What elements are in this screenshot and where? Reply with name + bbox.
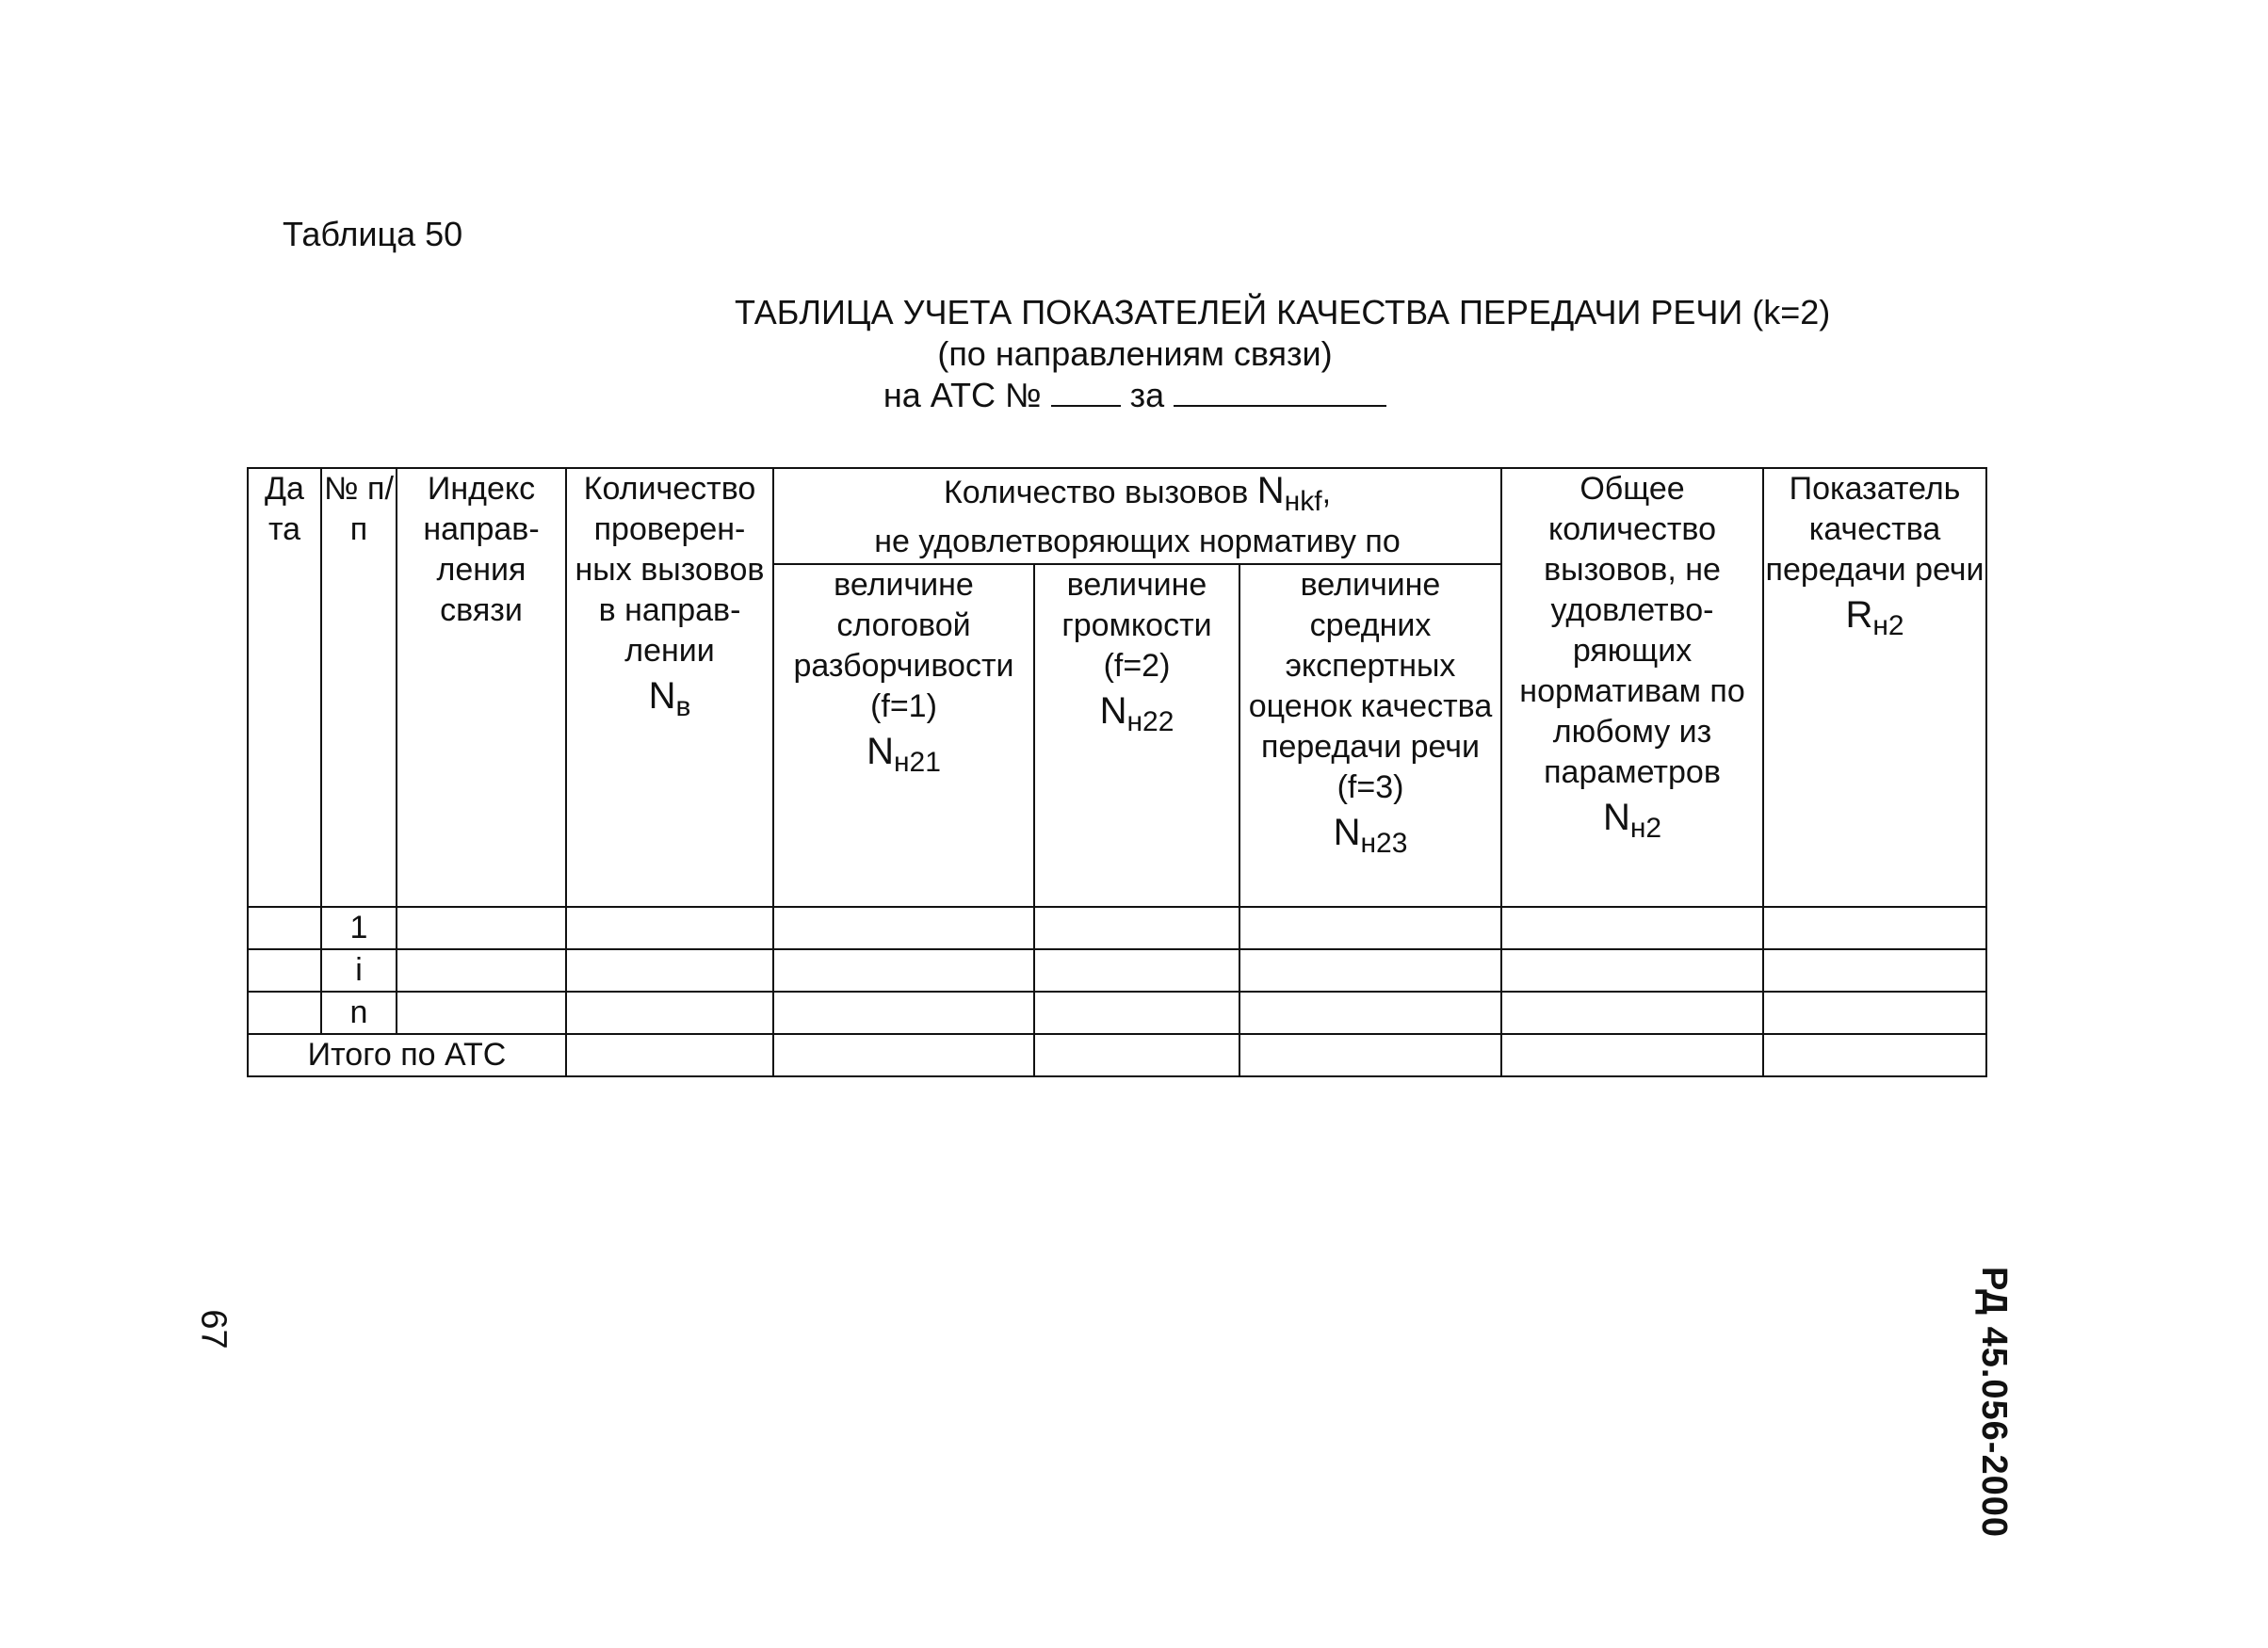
total-row-label: Итого по АТС bbox=[248, 1034, 566, 1076]
cell-quality bbox=[1763, 907, 1986, 949]
symbol-nv: $N_в$ bbox=[648, 675, 691, 722]
title-line-1: ТАБЛИЦА УЧЕТА ПОКАЗАТЕЛЕЙ КАЧЕСТВА ПЕРЕДАЧИ РЕЧИ (k=2) bbox=[735, 293, 1831, 331]
header-date: Да та bbox=[248, 468, 321, 907]
cell-index bbox=[397, 992, 566, 1034]
cell-syllable bbox=[773, 1034, 1034, 1076]
cell-index bbox=[397, 949, 566, 992]
title-line-3 bbox=[735, 375, 1535, 416]
cell-total bbox=[1501, 907, 1763, 949]
cell-expert bbox=[1239, 992, 1501, 1034]
symbol-nnkf: $N_{нkf}$ bbox=[1256, 469, 1322, 517]
table-row bbox=[248, 992, 1986, 1034]
page-number: 67 bbox=[193, 1309, 234, 1349]
cell-quality bbox=[1763, 949, 1986, 992]
cell-volume bbox=[1034, 1034, 1239, 1076]
total-row bbox=[248, 1034, 1986, 1076]
header-expert-scores: величине средних экспертных оценок качества передачи речи (f=3) $N_{н23}$ bbox=[1239, 564, 1501, 907]
station-prefix: на АТС № bbox=[883, 376, 1042, 414]
header-quality-index: Показатель качества передачи речи $R_{н2}$ bbox=[1763, 468, 1986, 907]
header-direction-index: Индекс направ- ления связи bbox=[397, 468, 566, 907]
header-total-failed: Общее количество вызовов, не удовлетво- ряющих нормативам по любому из параметров $N_{н2}$ bbox=[1501, 468, 1763, 907]
cell-volume bbox=[1034, 949, 1239, 992]
quality-table bbox=[247, 467, 1987, 1077]
header-failed-calls-group: Количество вызовов $N_{нkf}$, не удовлетворяющих нормативу по bbox=[773, 468, 1501, 564]
cell-checked bbox=[566, 1034, 773, 1076]
period-blank bbox=[1174, 404, 1386, 407]
symbol-nn22: $N_{н22}$ bbox=[1099, 690, 1174, 737]
cell-date bbox=[248, 949, 321, 992]
station-number-blank bbox=[1051, 404, 1121, 407]
header-syllable-intelligibility: величине слоговой разборчивости (f=1) $N_{н21}$ bbox=[773, 564, 1034, 907]
symbol-rn2: $R_{н2}$ bbox=[1845, 594, 1904, 641]
cell-total bbox=[1501, 949, 1763, 992]
title-line-2: (по направлениям связи) bbox=[937, 334, 1333, 373]
cell-number: i bbox=[321, 949, 397, 992]
cell-checked bbox=[566, 992, 773, 1034]
cell-number: n bbox=[321, 992, 397, 1034]
cell-date bbox=[248, 992, 321, 1034]
cell-syllable bbox=[773, 949, 1034, 992]
cell-syllable bbox=[773, 992, 1034, 1034]
period-prefix: за bbox=[1129, 376, 1165, 414]
cell-total bbox=[1501, 992, 1763, 1034]
table-row bbox=[248, 949, 1986, 992]
cell-syllable bbox=[773, 907, 1034, 949]
cell-quality bbox=[1763, 1034, 1986, 1076]
cell-quality bbox=[1763, 992, 1986, 1034]
cell-checked bbox=[566, 907, 773, 949]
symbol-nn21: $N_{н21}$ bbox=[867, 731, 941, 778]
cell-number: 1 bbox=[321, 907, 397, 949]
header-checked-calls: Количество проверен- ных вызовов в направ- лении $N_в$ bbox=[566, 468, 773, 907]
table-title bbox=[735, 292, 1831, 416]
cell-expert bbox=[1239, 1034, 1501, 1076]
document-code: РД 45.056-2000 bbox=[1974, 1267, 2014, 1538]
symbol-nn23: $N_{н23}$ bbox=[1333, 812, 1408, 859]
cell-checked bbox=[566, 949, 773, 992]
symbol-nn2: $N_{н2}$ bbox=[1602, 797, 1662, 844]
cell-expert bbox=[1239, 907, 1501, 949]
cell-index bbox=[397, 907, 566, 949]
table-row bbox=[248, 907, 1986, 949]
cell-date bbox=[248, 907, 321, 949]
cell-volume bbox=[1034, 907, 1239, 949]
table-number-label: Таблица 50 bbox=[283, 215, 463, 253]
cell-total bbox=[1501, 1034, 1763, 1076]
header-number: № п/п bbox=[321, 468, 397, 907]
cell-expert bbox=[1239, 949, 1501, 992]
cell-volume bbox=[1034, 992, 1239, 1034]
header-volume: величине громкости (f=2) $N_{н22}$ bbox=[1034, 564, 1239, 907]
